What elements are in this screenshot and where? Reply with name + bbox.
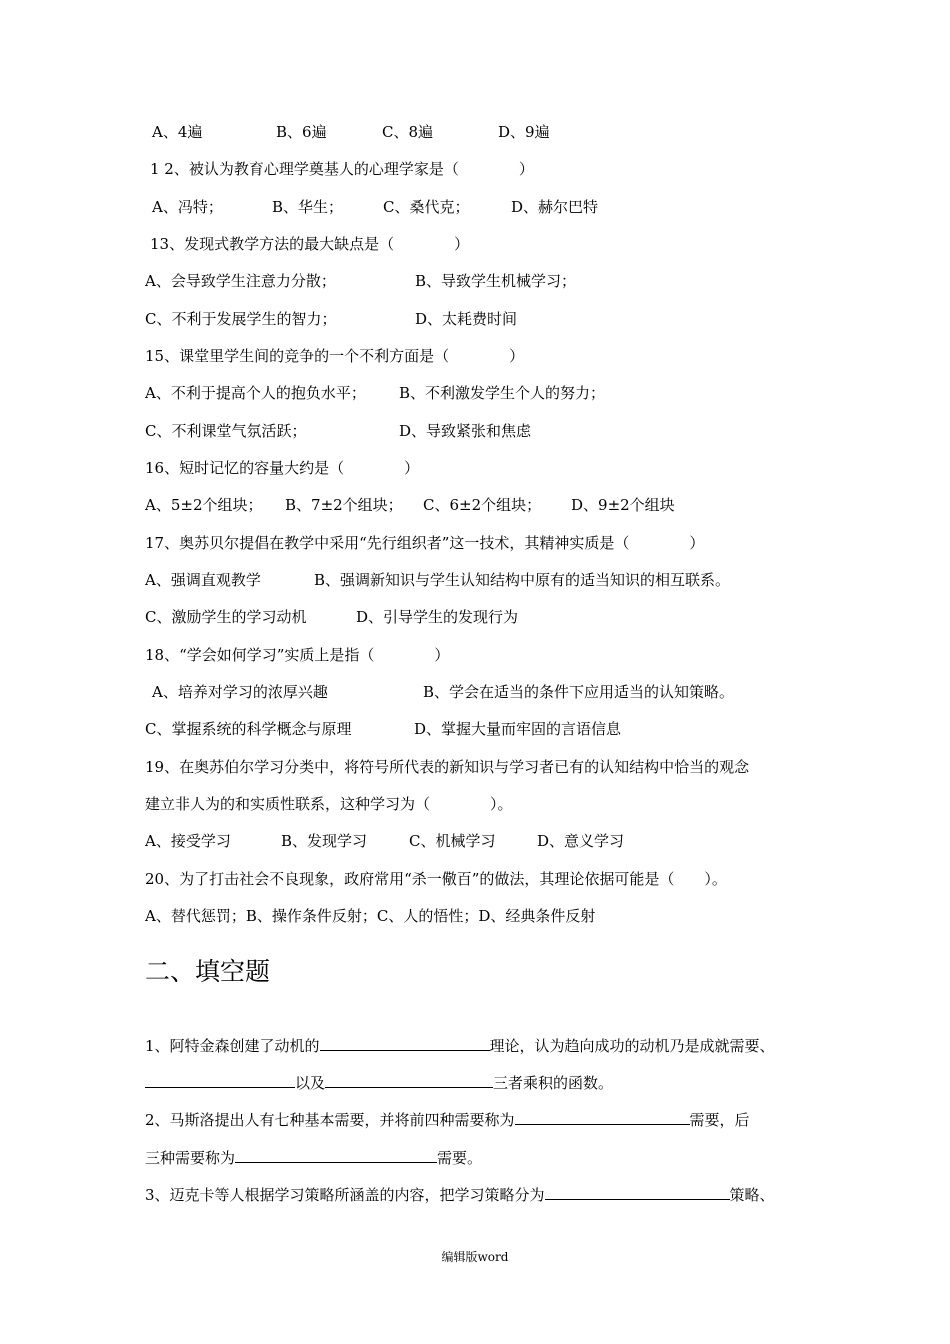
q13-options-row2: [145, 309, 517, 329]
q12-option-a: A、冯特；: [152, 198, 223, 216]
section-heading-fill-in: 二、填空题: [145, 957, 271, 986]
q15-option-d: D、导致紧张和焦虑: [399, 422, 532, 440]
q16-option-d: D、9±2个组块: [571, 496, 675, 514]
q17-options-row2: [145, 607, 518, 627]
q17-option-d: D、引导学生的发现行为: [356, 608, 519, 626]
q18-option-c: C、掌握系统的科学概念与原理: [145, 720, 352, 738]
q13-option-c: C、不利于发展学生的智力；: [145, 310, 337, 328]
q11-option-c: C、8遍: [382, 123, 434, 141]
q19-option-d: D、意义学习: [537, 832, 625, 850]
q18-options-row1: [152, 682, 734, 702]
q18-options-row2: [145, 719, 621, 739]
q13-option-a: A、会导致学生注意力分散；: [145, 272, 336, 290]
fill-1-text-4: 三者乘积的函数。: [493, 1074, 614, 1092]
q16-option-c: C、6±2个组块；: [423, 496, 542, 514]
q20-stem: 20、为了打击社会不良现象，政府常用“杀一儆百”的做法，其理论依据可能是（ ）。: [145, 870, 727, 888]
q13-options-row1: [145, 271, 576, 291]
q15-option-c: C、不利课堂气氛活跃；: [145, 422, 307, 440]
q19-option-a: A、接受学习: [145, 832, 231, 850]
q18-stem: 18、“学会如何学习”实质上是指（ ）: [145, 646, 450, 664]
fill-2-text-2: 需要，后: [689, 1111, 750, 1129]
q17-option-c: C、激励学生的学习动机: [145, 608, 307, 626]
q19-option-c: C、机械学习: [409, 832, 496, 850]
q13-option-b: B、导致学生机械学习；: [415, 272, 577, 290]
fill-1-text-2: 理论，认为趋向成功的动机乃是成就需要、: [489, 1037, 775, 1055]
q12-option-b: B、华生；: [272, 198, 344, 216]
q19-option-b: B、发现学习: [281, 832, 368, 850]
q19-options: [145, 831, 624, 851]
q15-stem: 15、课堂里学生间的竞争的一个不利方面是（ ）: [145, 347, 525, 365]
q16-stem: 16、短时记忆的容量大约是（ ）: [145, 459, 420, 477]
q18-option-d: D、掌握大量而牢固的言语信息: [414, 720, 622, 738]
q11-options: [152, 122, 550, 142]
fill-3-line1: [145, 1185, 775, 1205]
q16-option-a: A、5±2个组块；: [145, 496, 263, 514]
q15-option-a: A、不利于提高个人的抱负水平；: [145, 384, 366, 402]
fill-3-blank-1[interactable]: [545, 1185, 730, 1200]
q15-options-row2: [145, 421, 531, 441]
q16-option-b: B、7±2个组块；: [285, 496, 403, 514]
fill-1-text-1: 1、阿特金森创建了动机的: [145, 1037, 320, 1055]
q11-option-a: A、4遍: [152, 123, 203, 141]
q11-option-b: B、6遍: [276, 123, 327, 141]
q20-options: A、替代惩罚；B、操作条件反射；C、人的悟性；D、经典条件反射: [145, 907, 596, 925]
q15-option-b: B、不利激发学生个人的努力；: [399, 384, 606, 402]
fill-2-line1: [145, 1110, 750, 1130]
q19-stem-line2: 建立非人为的和实质性联系，这种学习为（ ）。: [145, 795, 513, 813]
fill-2-text-4: 需要。: [437, 1149, 483, 1167]
q12-stem: 1 2、被认为教育心理学奠基人的心理学家是（ ）: [150, 160, 534, 178]
page-footer: 编辑版word: [441, 1250, 509, 1264]
fill-2-blank-2[interactable]: [235, 1148, 437, 1163]
q17-options-row1: [145, 570, 730, 590]
q12-option-d: D、赫尔巴特: [511, 198, 599, 216]
q13-stem: 13、发现式教学方法的最大缺点是（ ）: [150, 235, 470, 253]
q19-stem-line1: 19、在奥苏伯尔学习分类中，将符号所代表的新知识与学习者已有的认知结构中恰当的观念: [145, 758, 750, 776]
fill-1-text-3: 以及: [295, 1074, 326, 1092]
q12-options: [152, 197, 598, 217]
fill-3-text-1: 3、迈克卡等人根据学习策略所涵盖的内容，把学习策略分为: [145, 1186, 545, 1204]
q18-option-a: A、培养对学习的浓厚兴趣: [152, 683, 328, 701]
fill-3-text-2: 策略、: [729, 1186, 775, 1204]
fill-2-line2: [145, 1148, 482, 1168]
q11-option-d: D、9遍: [498, 123, 550, 141]
q18-option-b: B、学会在适当的条件下应用适当的认知策略。: [423, 683, 735, 701]
q17-option-b: B、强调新知识与学生认知结构中原有的适当知识的相互联系。: [314, 571, 731, 589]
fill-1-blank-1[interactable]: [320, 1036, 490, 1051]
fill-2-text-1: 2、马斯洛提出人有七种基本需要，并将前四种需要称为: [145, 1111, 515, 1129]
q17-option-a: A、强调直观教学: [145, 571, 261, 589]
fill-1-line2: [145, 1073, 613, 1093]
fill-2-blank-1[interactable]: [515, 1110, 690, 1125]
fill-1-blank-3[interactable]: [325, 1073, 493, 1088]
q13-option-d: D、太耗费时间: [415, 310, 518, 328]
q12-option-c: C、桑代克；: [383, 198, 470, 216]
q16-options: [145, 495, 675, 515]
fill-1-blank-2[interactable]: [145, 1073, 295, 1088]
fill-1-line1: [145, 1036, 775, 1056]
fill-2-text-3: 三种需要称为: [145, 1149, 236, 1167]
q15-options-row1: [145, 383, 605, 403]
q17-stem: 17、奥苏贝尔提倡在教学中采用“先行组织者”这一技术，其精神实质是（ ）: [145, 534, 705, 552]
